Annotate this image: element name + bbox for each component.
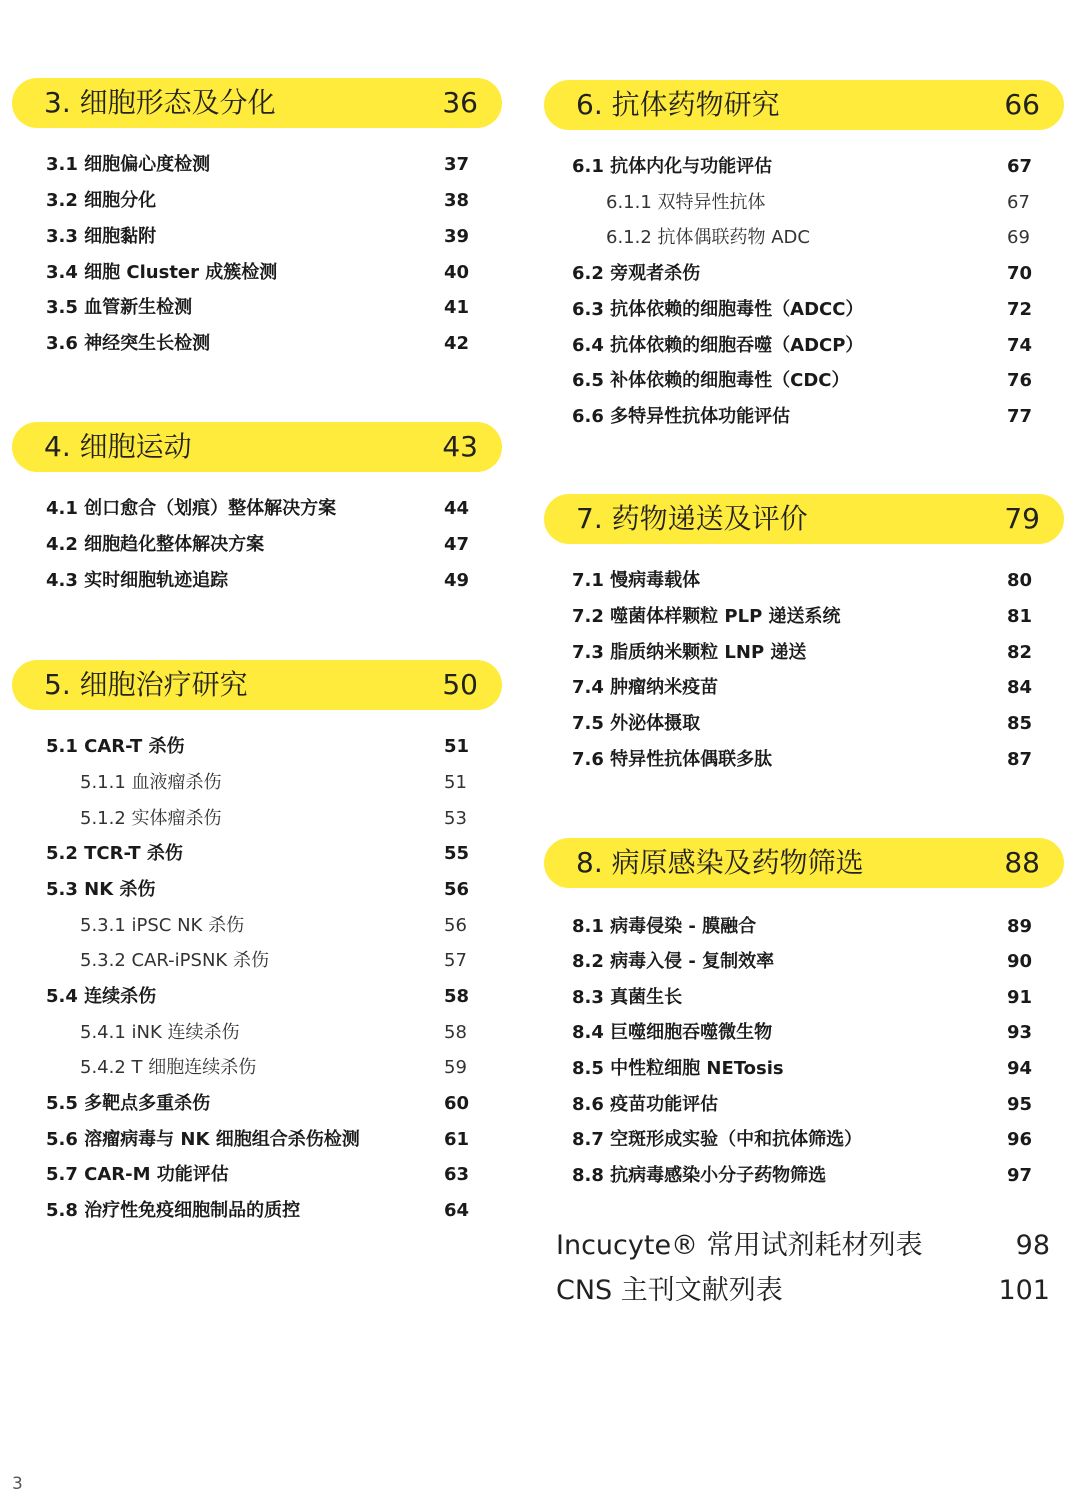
entry-label: 7.2 噬菌体样颗粒 PLP 递送系统 (572, 606, 841, 627)
entry-page: 81 (1007, 606, 1033, 627)
entry-label: 3.4 细胞 Cluster 成簇检测 (46, 262, 278, 283)
entry-page: 61 (444, 1129, 470, 1150)
entry-page: 42 (444, 333, 470, 354)
entry-label: 3.6 神经突生长检测 (46, 333, 211, 354)
entry-page: 51 (444, 736, 470, 757)
entry-label: 8.5 中性粒细胞 NETosis (572, 1058, 784, 1079)
entry-label: 4.2 细胞趋化整体解决方案 (46, 534, 265, 555)
toc-entry[interactable] (540, 709, 1060, 739)
entry-label: 5.3.2 CAR-iPSNK 杀伤 (80, 950, 269, 971)
entry-label: 3.2 细胞分化 (46, 190, 157, 211)
toc-entry[interactable] (0, 982, 520, 1012)
entry-label: 6.2 旁观者杀伤 (572, 263, 701, 284)
toc-entry[interactable] (0, 186, 520, 216)
entry-page: 64 (444, 1200, 470, 1221)
entry-label: 7.1 慢病毒载体 (572, 570, 701, 591)
entry-label: 6.3 抗体依赖的细胞毒性（ADCC） (572, 299, 864, 320)
section-header-6[interactable] (544, 80, 1064, 130)
entry-label: 3.3 细胞黏附 (46, 226, 157, 247)
entry-page: 74 (1007, 335, 1033, 356)
toc-entry[interactable] (540, 566, 1060, 596)
toc-subentry[interactable] (0, 804, 520, 834)
entry-label: 8.4 巨噬细胞吞噬微生物 (572, 1022, 773, 1043)
toc-entry[interactable] (0, 530, 520, 560)
entry-page: 59 (444, 1057, 467, 1078)
toc-entry[interactable] (540, 1054, 1060, 1084)
toc-subentry[interactable] (0, 1018, 520, 1048)
toc-entry[interactable] (0, 150, 520, 180)
entry-page: 87 (1007, 749, 1033, 770)
toc-entry[interactable] (540, 1090, 1060, 1120)
entry-label: 6.1 抗体内化与功能评估 (572, 156, 773, 177)
entry-page: 56 (444, 879, 470, 900)
entry-label: 5.5 多靶点多重杀伤 (46, 1093, 211, 1114)
entry-page: 67 (1007, 156, 1033, 177)
entry-page: 37 (444, 154, 470, 175)
toc-entry[interactable] (540, 947, 1060, 977)
toc-entry[interactable] (540, 295, 1060, 325)
entry-label: 5.4.2 T 细胞连续杀伤 (80, 1057, 257, 1078)
toc-entry[interactable] (540, 259, 1060, 289)
toc-subentry[interactable] (540, 188, 1060, 218)
section-header-4[interactable] (12, 422, 502, 472)
section-page: 88 (1004, 846, 1040, 879)
toc-entry[interactable] (540, 402, 1060, 432)
entry-label: 5.4 连续杀伤 (46, 986, 157, 1007)
toc-entry[interactable] (540, 745, 1060, 775)
toc-entry[interactable] (0, 566, 520, 596)
toc-entry[interactable] (540, 1161, 1060, 1191)
toc-entry[interactable] (0, 494, 520, 524)
entry-page: 40 (444, 262, 470, 283)
entry-label: 6.1.1 双特异性抗体 (606, 192, 766, 213)
toc-subentry[interactable] (0, 946, 520, 976)
entry-page: 57 (444, 950, 467, 971)
entry-label: 7.3 脂质纳米颗粒 LNP 递送 (572, 642, 807, 663)
section-title: 5. 细胞治疗研究 (44, 668, 248, 701)
toc-subentry[interactable] (540, 223, 1060, 253)
extra-page: 101 (998, 1275, 1050, 1306)
entry-page: 56 (444, 915, 467, 936)
toc-entry[interactable] (0, 1089, 520, 1119)
entry-page: 49 (444, 570, 470, 591)
section-page: 43 (442, 430, 478, 463)
toc-subentry[interactable] (0, 911, 520, 941)
toc-extra-reagents[interactable] (556, 1226, 1050, 1266)
entry-page: 67 (1007, 192, 1030, 213)
entry-label: 5.6 溶瘤病毒与 NK 细胞组合杀伤检测 (46, 1129, 360, 1150)
toc-entry[interactable] (0, 1125, 520, 1155)
entry-label: 6.1.2 抗体偶联药物 ADC (606, 227, 810, 248)
section-title: 7. 药物递送及评价 (576, 502, 808, 535)
toc-entry[interactable] (0, 1160, 520, 1190)
entry-page: 39 (444, 226, 470, 247)
toc-entry[interactable] (540, 602, 1060, 632)
entry-label: 5.3 NK 杀伤 (46, 879, 156, 900)
extra-page: 98 (1015, 1230, 1050, 1261)
toc-entry[interactable] (540, 1125, 1060, 1155)
entry-page: 63 (444, 1164, 470, 1185)
entry-page: 94 (1007, 1058, 1033, 1079)
entry-label: 5.7 CAR-M 功能评估 (46, 1164, 229, 1185)
entry-label: 8.2 病毒入侵 - 复制效率 (572, 951, 775, 972)
toc-entry[interactable] (540, 152, 1060, 182)
entry-label: 8.6 疫苗功能评估 (572, 1094, 719, 1115)
entry-label: 5.4.1 iNK 连续杀伤 (80, 1022, 240, 1043)
toc-subentry[interactable] (0, 1053, 520, 1083)
toc-entry[interactable] (0, 839, 520, 869)
entry-page: 53 (444, 808, 467, 829)
section-title: 3. 细胞形态及分化 (44, 86, 276, 119)
entry-page: 70 (1007, 263, 1033, 284)
entry-page: 89 (1007, 916, 1033, 937)
section-page: 66 (1004, 88, 1040, 121)
toc-entry[interactable] (0, 258, 520, 288)
entry-label: 5.1.2 实体瘤杀伤 (80, 808, 222, 829)
entry-page: 72 (1007, 299, 1033, 320)
entry-label: 4.3 实时细胞轨迹追踪 (46, 570, 229, 591)
toc-entry[interactable] (0, 293, 520, 323)
toc-entry[interactable] (0, 329, 520, 359)
entry-label: 7.6 特异性抗体偶联多肽 (572, 749, 773, 770)
entry-label: 5.8 治疗性免疫细胞制品的质控 (46, 1200, 301, 1221)
toc-entry[interactable] (540, 912, 1060, 942)
entry-page: 96 (1007, 1129, 1033, 1150)
entry-label: 4.1 创口愈合（划痕）整体解决方案 (46, 498, 337, 519)
entry-page: 82 (1007, 642, 1033, 663)
entry-label: 7.4 肿瘤纳米疫苗 (572, 677, 719, 698)
entry-page: 91 (1007, 987, 1033, 1008)
entry-page: 41 (444, 297, 470, 318)
entry-page: 85 (1007, 713, 1033, 734)
entry-page: 90 (1007, 951, 1033, 972)
entry-page: 47 (444, 534, 470, 555)
toc-entry[interactable] (540, 331, 1060, 361)
entry-label: 6.5 补体依赖的细胞毒性（CDC） (572, 370, 850, 391)
entry-page: 93 (1007, 1022, 1033, 1043)
entry-label: 7.5 外泌体摄取 (572, 713, 701, 734)
entry-page: 38 (444, 190, 470, 211)
entry-label: 8.1 病毒侵染 - 膜融合 (572, 916, 757, 937)
toc-left-column (0, 0, 520, 1512)
extra-label: Incucyte® 常用试剂耗材列表 (556, 1230, 923, 1261)
toc-extra-cns[interactable] (556, 1271, 1050, 1311)
entry-page: 97 (1007, 1165, 1033, 1186)
entry-page: 69 (1007, 227, 1030, 248)
entry-page: 95 (1007, 1094, 1033, 1115)
entry-label: 6.4 抗体依赖的细胞吞噬（ADCP） (572, 335, 864, 356)
entry-page: 55 (444, 843, 470, 864)
entry-label: 8.3 真菌生长 (572, 987, 683, 1008)
entry-label: 3.1 细胞偏心度检测 (46, 154, 211, 175)
entry-page: 51 (444, 772, 467, 793)
entry-page: 44 (444, 498, 470, 519)
toc-subentry[interactable] (0, 768, 520, 798)
toc-entry[interactable] (540, 673, 1060, 703)
section-header-5[interactable] (12, 660, 502, 710)
entry-label: 8.8 抗病毒感染小分子药物筛选 (572, 1165, 827, 1186)
toc-entry[interactable] (540, 638, 1060, 668)
section-title: 8. 病原感染及药物筛选 (576, 846, 864, 879)
section-header-3[interactable] (12, 78, 502, 128)
toc-entry[interactable] (0, 732, 520, 762)
entry-page: 58 (444, 986, 470, 1007)
toc-entry[interactable] (0, 222, 520, 252)
toc-entry[interactable] (540, 1018, 1060, 1048)
toc-entry[interactable] (0, 1196, 520, 1226)
entry-label: 5.1.1 血液瘤杀伤 (80, 772, 222, 793)
section-page: 50 (442, 668, 478, 701)
section-page: 36 (442, 86, 478, 119)
entry-label: 5.1 CAR-T 杀伤 (46, 736, 185, 757)
entry-page: 58 (444, 1022, 467, 1043)
entry-page: 80 (1007, 570, 1033, 591)
entry-page: 60 (444, 1093, 470, 1114)
entry-page: 76 (1007, 370, 1033, 391)
section-header-8[interactable] (544, 838, 1064, 888)
entry-label: 8.7 空斑形成实验（中和抗体筛选） (572, 1129, 863, 1150)
section-title: 4. 细胞运动 (44, 430, 192, 463)
entry-label: 3.5 血管新生检测 (46, 297, 193, 318)
page-number: 3 (12, 1474, 23, 1494)
extra-label: CNS 主刊文献列表 (556, 1275, 783, 1306)
section-page: 79 (1004, 502, 1040, 535)
entry-label: 5.2 TCR-T 杀伤 (46, 843, 183, 864)
entry-page: 84 (1007, 677, 1033, 698)
section-header-7[interactable] (544, 494, 1064, 544)
entry-label: 6.6 多特异性抗体功能评估 (572, 406, 791, 427)
section-title: 6. 抗体药物研究 (576, 88, 780, 121)
entry-label: 5.3.1 iPSC NK 杀伤 (80, 915, 245, 936)
toc-entry[interactable] (540, 983, 1060, 1013)
entry-page: 77 (1007, 406, 1033, 427)
toc-entry[interactable] (0, 875, 520, 905)
toc-entry[interactable] (540, 366, 1060, 396)
